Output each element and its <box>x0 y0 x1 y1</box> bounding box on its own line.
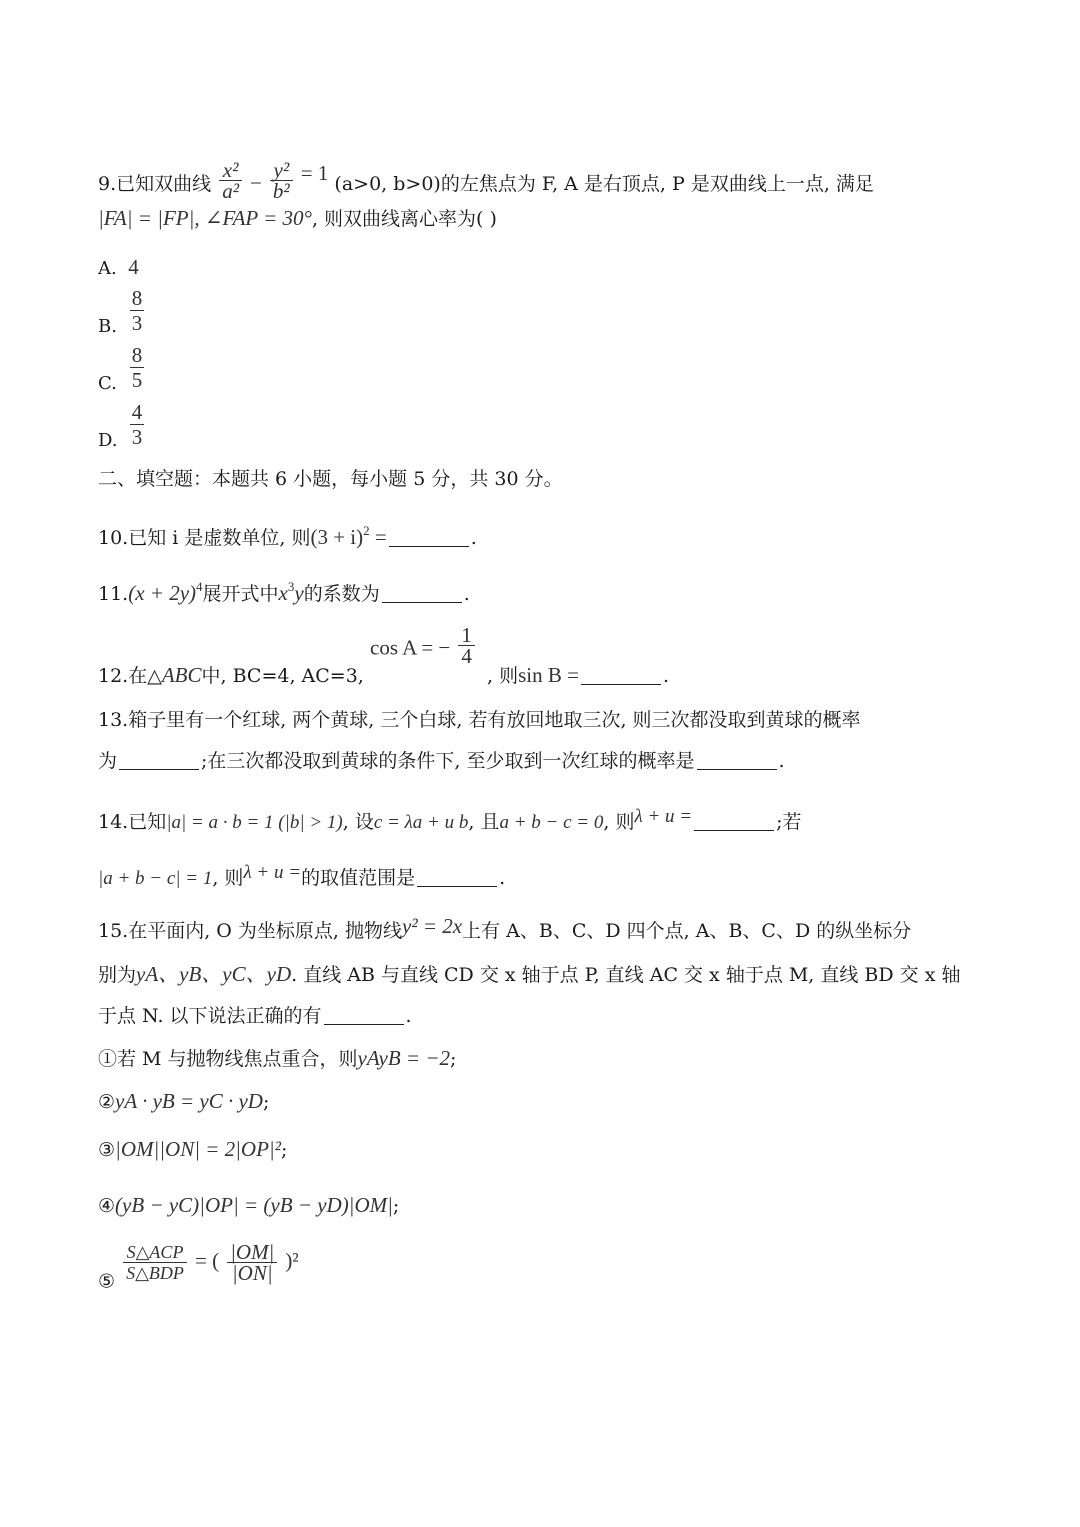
q15-answer-blank[interactable] <box>324 1006 404 1025</box>
q9-text1: (a>0, b>0)的左焦点为 F, A 是右顶点, P 是双曲线上一点, 满足 <box>334 173 874 195</box>
q9-option-b-frac: $\frac{8}{3}$ <box>131 286 143 335</box>
q11-math1: (x + 2y) <box>128 581 197 605</box>
q15-ordinates-math: yA、yB、yC、yD <box>136 962 292 986</box>
q13-line1: 13.箱子里有一个红球, 两个黄球, 三个白球, 若有放回地取三次, 则三次都没取到黄球的概率 <box>98 709 861 731</box>
q9-option-b-label: B. <box>98 316 117 337</box>
q15-statement-2: ②yA · yB = yC · yD; <box>98 1089 270 1113</box>
q14-answer-blank-1[interactable] <box>694 812 774 831</box>
q15-parabola-math: y² = 2x <box>402 914 463 938</box>
q12-line: 12.在△ABC中, BC=4, AC=3, <box>98 663 364 687</box>
q9-option-d-frac: $\frac{4}{3}$ <box>131 400 143 449</box>
q14-line2: |a + b − c| = 1, 则λ + u =的取值范围是 . <box>98 862 506 889</box>
q10-answer-blank[interactable] <box>389 528 469 547</box>
q9-option-c-label: C. <box>98 373 117 394</box>
q14-math4: λ + u = <box>634 806 693 827</box>
q9-prefix: 9.已知双曲线 <box>98 173 212 195</box>
q13-line2: 为 ;在三次都没取到黄球的条件下, 至少取到一次红球的概率是 . <box>98 750 785 772</box>
q10-line: 10.已知 i 是虚数单位, 则$(3 + i)^2$ = . <box>98 523 477 549</box>
section2-title: 二、填空题：本题共 6 小题，每小题 5 分，共 30 分。 <box>98 468 563 490</box>
q13-answer-blank-1[interactable] <box>119 751 199 770</box>
q9-cond-math2: , ∠FAP = 30° <box>194 206 312 230</box>
q9-option-d-label: D. <box>98 430 118 451</box>
q9-option-c-frac: $\frac{8}{5}$ <box>131 343 143 392</box>
q12-tail: , 则sin B = . <box>487 663 669 687</box>
q9-equals: = 1 <box>300 161 329 185</box>
q15-line2: 别为yA、yB、yC、yD. 直线 AB 与直线 CD 交 x 轴于点 P, 直线 AC 交 x 轴于点 M, 直线 BD 交 x 轴 <box>98 962 961 986</box>
q15-line3: 于点 N. 以下说法正确的有 . <box>98 1005 412 1027</box>
q9-minus: − <box>250 171 262 195</box>
q12-answer-blank[interactable] <box>581 666 661 685</box>
q14-math3: a + b − c = 0 <box>499 812 604 833</box>
q11-answer-blank[interactable] <box>382 584 462 603</box>
q15-statement-1: ①若 M 与抛物线焦点重合，则yAyB = −2; <box>98 1046 457 1070</box>
q15-statement-4: ④(yB − yC)|OP| = (yB − yD)|OM|; <box>98 1193 400 1217</box>
q9-cond-math1: |FA| = |FP| <box>98 206 195 230</box>
q9-line1 <box>98 160 874 201</box>
q10-math: (3 + i) <box>310 525 364 549</box>
q9-option-a: A. 4 <box>98 255 139 279</box>
q9-line2 <box>98 205 497 232</box>
q14-math1: |a| = a · b = 1 (|b| > 1) <box>166 812 343 833</box>
q14-math2: c = λa + u b <box>373 812 469 833</box>
q9-frac-y: $\frac{\text{y²}}{\text{b²}}$ <box>270 160 293 201</box>
q14-line1: 14.已知|a| = a · b = 1 (|b| > 1), 设c = λa + u b, 且a + b − c = 0, 则λ + u = ;若 <box>98 806 802 833</box>
q15-statement-3: ③|OM||ON| = 2|OP|²; <box>98 1137 288 1161</box>
q13-answer-blank-2[interactable] <box>697 751 777 770</box>
q15-line1: 15.在平面内, O 为坐标原点, 抛物线y² = 2x上有 A、B、C、D 四个点, A、B、C、D 的纵坐标分 <box>98 914 912 942</box>
q11-line: $11.(x + 2y)^4$展开式中$x^3y$的系数为 . <box>98 579 470 605</box>
q15-statement-5: ⑤ $\frac{\text{S△ACP}}{\text{S△BDP}}$ = ( $\frac{|OM|}{|ON|}$ )² <box>98 1240 299 1293</box>
q12-cos-expression: cos A = − $\frac{1}{4}$ <box>370 625 477 666</box>
q14-answer-blank-2[interactable] <box>417 868 497 887</box>
q9-text2: , 则双曲线离心率为( ) <box>311 208 497 230</box>
q9-frac-x: $\frac{\text{x²}}{\text{a²}}$ <box>219 160 242 201</box>
